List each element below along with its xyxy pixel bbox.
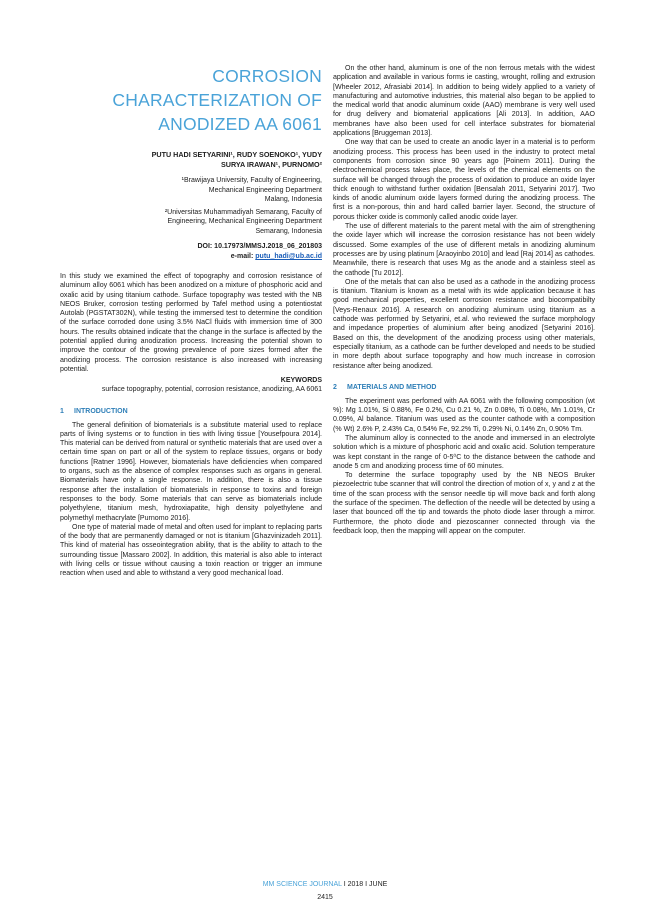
paragraph: The experiment was perfomed with AA 6061 with the following composition (wt %): Mg 1.01%, Si 0.88%, Fe 0.2%, Cu 0.21 %, Zn 0.08%, Ti 0.08%, Mn 1.01%, Cr 0.09%, Al balance. Titanium was used as the counter cathode with a composition (% Wt) 2.6% P, 2.43% Ca, 0.54% Fe, 92.2% Ti, 0.29% Ni, 0.14% Zn, 0.90% Tm. <box>333 397 595 433</box>
right-column <box>333 64 595 536</box>
doi: DOI: 10.17973/MMSJ.2018_06_201803 <box>197 243 322 250</box>
journal-name: MM SCIENCE JOURNAL <box>262 881 342 888</box>
title-line: ANODIZED AA 6061 <box>158 114 322 134</box>
paragraph: The general definition of biomaterials is a substitute material used to replace parts of living systems or to function in ties with living tissue [Yousefpoura 2014]. This material can be derived from natural or synthetic materials that are used over a certain time span on part or all of the system to replace tissues, organs or body functions [Ratner 1996]. However, biomaterials have deficiencies when compared to organs, such as the absence of complex responses such as organs in general. Biomaterials have only a single response. In addition, there is also a tissue response after the installation of biomaterials in response to toxins and foreign responses to the body. Some materials that can serve as biomaterials include polyethylene, titanium mesh, hydroxiapatite, high density polyethylene and polymethyl methacrylate [Purnomo 2016]. <box>60 421 322 522</box>
section-title: MATERIALS AND METHOD <box>347 383 437 391</box>
title-line: CHARACTERIZATION OF <box>112 90 322 110</box>
footer-journal <box>0 881 650 888</box>
section-title: INTRODUCTION <box>74 407 128 415</box>
affiliation-1: ¹Brawijaya University, Faculty of Engineering, Mechanical Engineering Department Malang, Indonesia <box>181 177 322 203</box>
paragraph: The use of different materials to the parent metal with the aim of strengthening the oxide layer which will increase the corrosion resistance has not been widely discussed. Some examples of the use of different metals in anodizing aluminum processes are by using platinum [Araoyinbo 2010] and lead [Raj 2014] as cathodes. Meanwhile, there is research that uses Mg as the anode and a stainless steel as the cathode [Tu 2012]. <box>333 223 595 277</box>
keywords-heading: KEYWORDS <box>280 377 322 385</box>
paragraph: One type of material made of metal and often used for implant to replacing parts of the body that are permanently damaged or not is titanium [Ghazvinizadeh 2011]. This kind of material has osseointegration ability, that is the ability to attach to the surrounding tissue [Massaro 2002]. In addition, this material is also able to interact with living cells or tissue without causing a toxin reaction or trigger an immune reaction when used and able to withstand a very good mechanical load. <box>60 523 322 578</box>
paper-title <box>60 64 322 136</box>
section-heading-materials <box>333 383 595 392</box>
paragraph: The aluminum alloy is connected to the anode and immersed in an electrolyte solution which is a mixture of phosphoric acid and oxalic acid. Solution temperature was kept constant in the range of 0-5⁰C to the distance between the cathode and anode 5 cm and anodizing process time of 60 minutes. <box>333 434 595 470</box>
paragraph: To determine the surface topography used by the NB NEOS Bruker piezoelectric tube scanner that will control the direction of motion of x, y and z at the time of the scan process with the sensor needle tip will move back and forth along the surface of the specimen. The deflection of the needle will be detected by using a laser that bounced off the tip and towards the photo diode laser through a mirror. Furthermore, the photo diode and piezoscanner connected through via the feedback loop, then the mapping will appear on the computer. <box>333 472 595 535</box>
abstract: In this study we examined the effect of topography and corrosion resistance of aluminum alloy 6061 which has been anodized on a mixture of phosphoric acid and oxalic acid by using titanium cathode. Surface topography was tested with the NB NEOS Bruker, corrosion testing performed by Tafel method using a potentiostat Autolab (PGSTAT302N), while testing the immersed test to determine the condition of the surface corroded done using 3.5% NaCl fluids with immersion time of 300 hours. The results obtained indicate that the change in the surface is affected by the potential applied during anodization process. Increasing the potential shown to improve the contour of the growing prevalence of pore sizes formed after the anodizing process. The corrosion resistance is also increased with increasing potential. <box>60 273 322 373</box>
section-number: 2 <box>333 383 337 391</box>
paragraph: On the other hand, aluminum is one of the non ferrous metals with the widest application and available in various forms ie casting, wrought, rolling and extrusion [Wheeler 2012, Afrasiabi 2014]. In addition to being widely applied to a variety of manufacturing and automotive industries, this material also began to be applied to the medical world that anodic aluminum oxide (AAO) membrane is very well used for drug delivery and biomaterial applications [Ali 2013]. In addition, AAO membranes have also been used for cell interface substrates for biomaterial applications [Bruggeman 2013]. <box>333 65 595 138</box>
affiliation-2: ²Universitas Muhammadiyah Semarang, Faculty of Engineering, Mechanical Engineering Department Semarang, Indonesia <box>164 208 322 235</box>
email-line <box>60 252 322 262</box>
email-link[interactable]: putu_hadi@ub.ac.id <box>255 253 322 260</box>
journal-issue: I 2018 I JUNE <box>341 881 388 888</box>
keywords: surface topography, potential, corrosion resistance, anodizing, AA 6061 <box>101 386 322 394</box>
left-column <box>60 64 322 579</box>
paragraph: One of the metals that can also be used as a cathode in the anodizing process is titanium. Titanium is known as a metal with its wide application because it has good mechanical properties, excellent corrosion resistance and biocompatibilty [Veys-Renaux 2016]. A research on anodizing aluminum using titanium as a cathode was performed by Setyarini, et.al. who reviewed the surface morphology and impedance properties of aluminium after being anodized [Setyarini 2016]. Based on this, the development of the anodizing process using other materials, especially titanium, as a cathode can be further developed and needs to be studied in more depth about surface topography and how much increase in corrosion resistance after being anodized. <box>333 278 595 370</box>
email-label: e-mail: <box>230 253 256 260</box>
title-line: CORROSION <box>212 66 322 86</box>
section-number: 1 <box>60 407 64 415</box>
section-heading-introduction <box>60 407 322 416</box>
authors: PUTU HADI SETYARINI¹, RUDY SOENOKO¹, YUDY SURYA IRAWAN¹, PURNOMO² <box>151 150 322 169</box>
page-number: 2415 <box>317 894 333 901</box>
paragraph: One way that can be used to create an anodic layer in a material is to perform anodizing process. This process has been used in the industry to protect metal components from corrosion since 90 years ago [Poinern 2011]. During the electrochemical process takes place, the levels of the chemical elements on the surface will be changed through the process of oxidation to produce an oxide layer thick enough to withstand further oxidation [Bensalah 2011, Setyarini 2017]. Two kinds of anodic aluminum oxide layers formed during the anodizing process. The first is a non-porous, thin and hard called barrier layer. Second, the structure of porous thicker oxide is commonly called anodic oxide layer. <box>333 139 595 221</box>
